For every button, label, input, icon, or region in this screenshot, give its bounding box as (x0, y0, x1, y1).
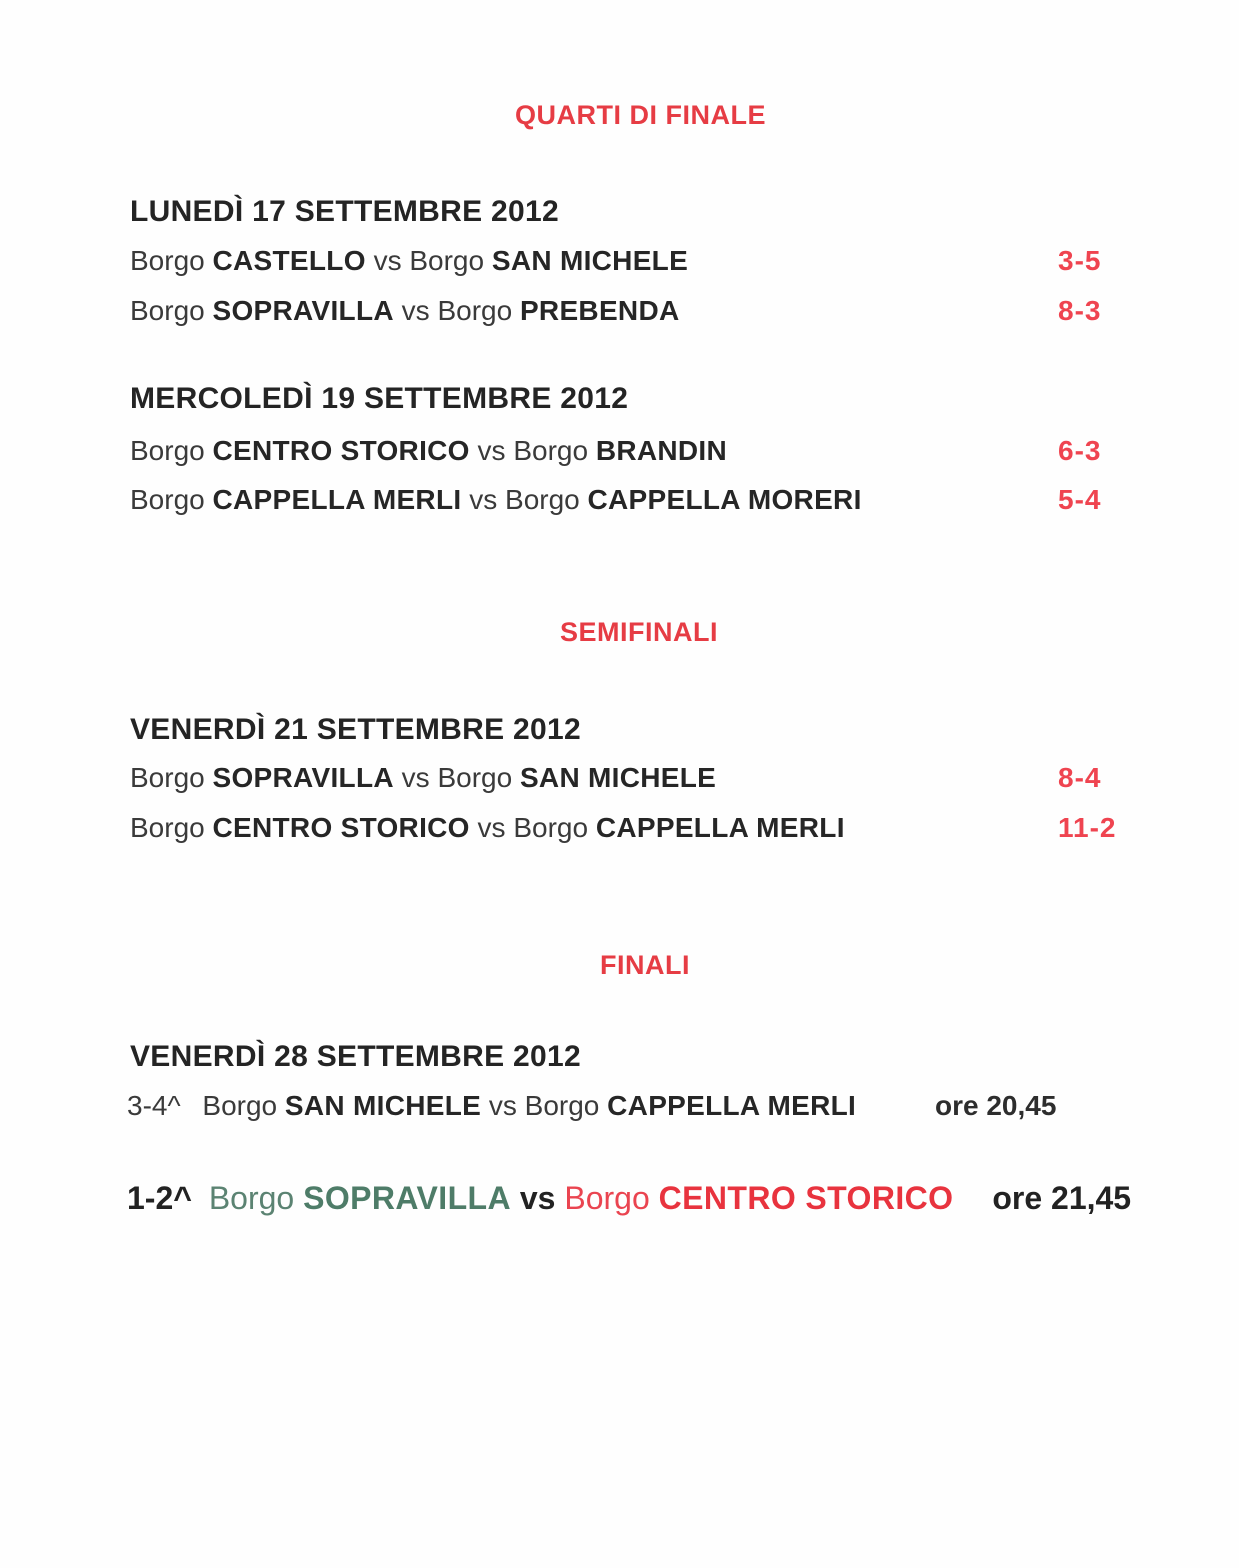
section-title-semifinali: SEMIFINALI (560, 617, 718, 647)
match-separator: vs Borgo (477, 812, 589, 843)
match-prefix: Borgo (130, 762, 205, 793)
match-time: ore 20,45 (935, 1090, 1057, 1121)
match-separator: vs Borgo (477, 435, 589, 466)
match-separator: vs Borgo (401, 762, 513, 793)
match-prefix: Borgo (564, 1180, 650, 1216)
section-title-quarti: QUARTI DI FINALE (515, 100, 766, 130)
match-row-q3 (0, 437, 1239, 465)
team-name: PREBENDA (519, 295, 680, 326)
team-name: SOPRAVILLA (212, 295, 394, 326)
match-prefix: Borgo (130, 484, 205, 515)
match-score: 5-4 (1058, 484, 1102, 515)
team-name: CAPPELLA MORERI (587, 484, 862, 515)
team-name: SAN MICHELE (491, 245, 689, 276)
match-separator: vs Borgo (373, 245, 485, 276)
team-name: SAN MICHELE (519, 762, 717, 793)
team-name: SOPRAVILLA (212, 762, 394, 793)
date-lunedi-17: LUNEDÌ 17 SETTEMBRE 2012 (130, 195, 559, 228)
match-score: 3-5 (1058, 245, 1102, 276)
date-venerdi-21: VENERDÌ 21 SETTEMBRE 2012 (130, 713, 581, 746)
match-row-third-place (0, 1092, 1239, 1120)
team-name: CAPPELLA MERLI (607, 1090, 857, 1121)
team-name: CENTRO STORICO (658, 1180, 954, 1216)
match-score: 6-3 (1058, 435, 1102, 466)
match-prefix: Borgo (130, 295, 205, 326)
match-row-final (0, 1182, 1239, 1214)
match-score: 8-3 (1058, 295, 1102, 326)
match-score: 8-4 (1058, 762, 1102, 793)
match-row-s1 (0, 764, 1239, 792)
match-row-q4 (0, 486, 1239, 514)
match-separator: vs Borgo (469, 484, 580, 515)
team-name: CASTELLO (212, 245, 366, 276)
final-rank: 1-2^ (127, 1180, 192, 1216)
match-prefix: Borgo (130, 435, 205, 466)
team-name: CENTRO STORICO (212, 812, 470, 843)
match-separator: vs Borgo (401, 295, 513, 326)
vs-label: vs (519, 1180, 556, 1216)
match-prefix: Borgo (202, 1090, 278, 1121)
team-name: CENTRO STORICO (212, 435, 470, 466)
match-time: ore 21,45 (992, 1180, 1132, 1216)
team-name: CAPPELLA MERLI (212, 484, 462, 515)
team-name: CAPPELLA MERLI (595, 812, 845, 843)
match-row-q2 (0, 297, 1239, 325)
match-score: 11-2 (1058, 812, 1117, 843)
team-name: SOPRAVILLA (303, 1180, 511, 1216)
match-separator: vs Borgo (488, 1090, 600, 1121)
third-place-rank: 3-4^ (127, 1090, 181, 1121)
team-name: BRANDIN (595, 435, 728, 466)
match-prefix: Borgo (130, 245, 205, 276)
team-name: SAN MICHELE (284, 1090, 482, 1121)
match-row-q1 (0, 247, 1239, 275)
match-row-s2 (0, 814, 1239, 842)
date-mercoledi-19: MERCOLEDÌ 19 SETTEMBRE 2012 (130, 382, 629, 415)
section-title-finali: FINALI (600, 950, 690, 980)
date-venerdi-28: VENERDÌ 28 SETTEMBRE 2012 (130, 1040, 581, 1073)
match-prefix: Borgo (208, 1180, 295, 1216)
match-prefix: Borgo (130, 812, 205, 843)
